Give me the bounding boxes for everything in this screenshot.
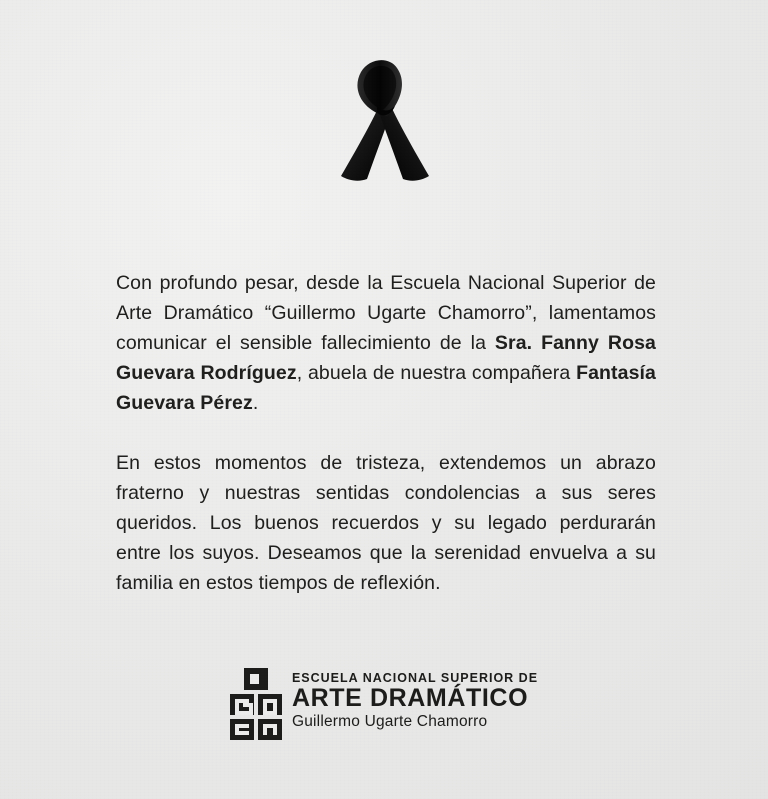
paragraph-two: En estos momentos de tristeza, extendemos un abrazo fraterno y nuestras sentidas condolencias a sus seres queridos. Los buenos recuerdos y su legado perdurarán entre los suyos. Deseamos que la serenidad envuelva a su familia en estos tiempos de reflexión. (116, 452, 656, 594)
relative-name: Fantasía Guevara Pérez (116, 362, 656, 414)
logo-line-two: ARTE DRAMÁTICO (291, 684, 529, 712)
enad-square-glyph-logo-icon (230, 668, 282, 740)
logo-line-one: ESCUELA NACIONAL SUPERIOR DE (291, 671, 539, 685)
ribbon-container (0, 52, 768, 184)
black-mourning-ribbon-icon (319, 52, 449, 184)
message-body (116, 268, 656, 598)
paragraph-one (116, 268, 656, 418)
paragraph-one-part-1: Con profundo pesar, desde la Escuela Nacional Superior de Arte Dramático “Guillermo Ugarte Chamorro”, lamentamos comunicar el sensible fallecimiento de la (116, 272, 656, 354)
institution-logo (0, 668, 768, 740)
logo-line-three: Guillermo Ugarte Chamorro (291, 713, 488, 730)
paragraph-one-part-2: , abuela de nuestra compañera (296, 362, 577, 384)
deceased-name: Sra. Fanny Rosa Guevara Rodríguez (116, 332, 656, 384)
paragraph-one-part-3: . (252, 392, 259, 414)
